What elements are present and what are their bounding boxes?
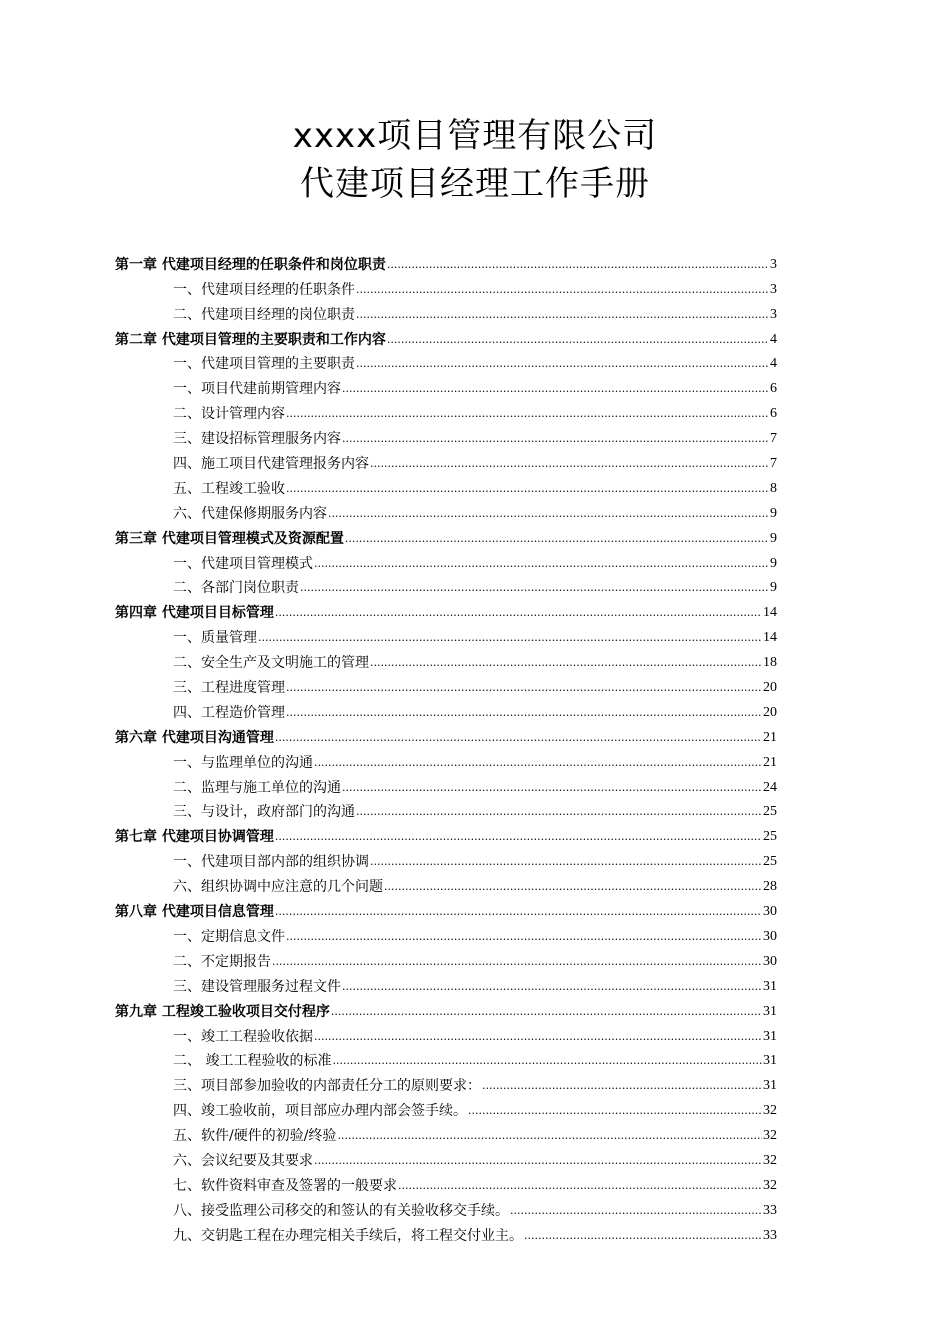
toc-entry-label: 五、工程竣工验收 — [173, 480, 285, 497]
toc-dot-leader — [286, 404, 769, 423]
toc-dot-leader — [272, 952, 762, 971]
toc-entry-label: 一、质量管理 — [173, 630, 257, 647]
toc-entry-label: 二、设计管理内容 — [173, 406, 285, 423]
toc-dot-leader — [387, 330, 769, 349]
toc-page-number: 24 — [763, 779, 777, 795]
toc-page-number: 7 — [770, 431, 777, 447]
toc-entry-label: 第四章 代建项目目标管理 — [115, 605, 274, 622]
toc-entry-label: 第二章 代建项目管理的主要职责和工作内容 — [115, 331, 386, 348]
toc-chapter-entry[interactable] — [115, 896, 777, 921]
toc-dot-leader — [524, 1226, 762, 1245]
toc-page-number: 33 — [763, 1227, 777, 1243]
toc-page-number: 25 — [763, 829, 777, 845]
toc-entry-label: 四、施工项目代建管理报务内容 — [173, 456, 369, 473]
toc-dot-leader — [337, 1126, 762, 1145]
toc-entry-label: 第三章 代建项目管理模式及资源配置 — [115, 530, 344, 547]
toc-page-number: 20 — [763, 704, 777, 720]
toc-page-number: 28 — [763, 879, 777, 895]
toc-section-entry[interactable] — [115, 647, 777, 672]
toc-page-number: 21 — [763, 729, 777, 745]
toc-section-entry[interactable] — [115, 423, 777, 448]
toc-entry-label: 第一章 代建项目经理的任职条件和岗位职责 — [115, 256, 386, 273]
toc-page-number: 33 — [763, 1202, 777, 1218]
toc-dot-leader — [384, 877, 762, 896]
toc-section-entry[interactable] — [115, 448, 777, 473]
toc-entry-label: 一、代建项目管理的主要职责 — [173, 356, 355, 373]
toc-entry-label: 七、软件资料审查及签署的一般要求 — [173, 1177, 397, 1194]
toc-dot-leader — [342, 778, 762, 797]
toc-page-number: 30 — [763, 953, 777, 969]
toc-dot-leader — [356, 305, 769, 324]
toc-section-entry[interactable] — [115, 672, 777, 697]
toc-page-number: 3 — [770, 281, 777, 297]
toc-section-entry[interactable] — [115, 573, 777, 598]
toc-dot-leader — [286, 678, 762, 697]
toc-section-entry[interactable] — [115, 797, 777, 822]
toc-dot-leader — [370, 852, 762, 871]
toc-page-number: 14 — [763, 630, 777, 646]
toc-entry-label: 四、工程造价管理 — [173, 704, 285, 721]
toc-section-entry[interactable] — [115, 772, 777, 797]
toc-page-number: 3 — [770, 306, 777, 322]
toc-page-number: 31 — [763, 1078, 777, 1094]
toc-dot-leader — [275, 827, 762, 846]
toc-dot-leader — [286, 703, 762, 722]
toc-section-entry[interactable] — [115, 747, 777, 772]
toc-section-entry[interactable] — [115, 846, 777, 871]
toc-entry-label: 六、代建保修期服务内容 — [173, 505, 327, 522]
toc-entry-label: 三、建设招标管理服务内容 — [173, 431, 341, 448]
toc-dot-leader — [356, 280, 769, 299]
toc-chapter-entry[interactable] — [115, 821, 777, 846]
toc-dot-leader — [398, 1176, 762, 1195]
toc-entry-label: 八、接受监理公司移交的和签认的有关验收移交手续。 — [173, 1202, 509, 1219]
toc-entry-label: 三、建设管理服务过程文件 — [173, 978, 341, 995]
toc-entry-label: 一、代建项目经理的任职条件 — [173, 281, 355, 298]
toc-entry-label: 一、代建项目管理模式 — [173, 555, 313, 572]
toc-entry-label: 五、软件/硬件的初验/终验 — [173, 1128, 337, 1145]
toc-entry-label: 二、安全生产及文明施工的管理 — [173, 655, 369, 672]
toc-entry-label: 三、项目部参加验收的内部责任分工的原则要求： — [173, 1078, 481, 1095]
toc-section-entry[interactable] — [115, 871, 777, 896]
toc-page-number: 9 — [770, 530, 777, 546]
toc-dot-leader — [314, 1151, 762, 1170]
toc-section-entry[interactable] — [115, 1170, 777, 1195]
toc-chapter-entry[interactable] — [115, 597, 777, 622]
toc-page-number: 20 — [763, 680, 777, 696]
toc-entry-label: 一、与监理单位的沟通 — [173, 754, 313, 771]
toc-dot-leader — [482, 1076, 762, 1095]
toc-page-number: 31 — [763, 1028, 777, 1044]
toc-entry-label: 一、项目代建前期管理内容 — [173, 381, 341, 398]
toc-page-number: 18 — [763, 655, 777, 671]
toc-dot-leader — [331, 1002, 762, 1021]
toc-dot-leader — [275, 902, 762, 921]
toc-dot-leader — [342, 977, 762, 996]
toc-dot-leader — [286, 479, 769, 498]
manual-title: 代建项目经理工作手册 — [300, 164, 650, 204]
toc-section-entry[interactable] — [115, 921, 777, 946]
toc-entry-label: 第六章 代建项目沟通管理 — [115, 729, 274, 746]
toc-entry-label: 第九章 工程竣工验收项目交付程序 — [115, 1003, 330, 1020]
toc-chapter-entry[interactable] — [115, 722, 777, 747]
toc-section-entry[interactable] — [115, 1195, 777, 1220]
toc-page-number: 3 — [770, 256, 777, 272]
toc-dot-leader — [370, 454, 769, 473]
toc-chapter-entry[interactable] — [115, 996, 777, 1021]
company-name: xxxx项目管理有限公司 — [292, 116, 658, 156]
toc-section-entry[interactable] — [115, 1120, 777, 1145]
toc-entry-label: 二、代建项目经理的岗位职责 — [173, 306, 355, 323]
toc-entry-label: 四、竣工验收前，项目部应办理内部会签手续。 — [173, 1103, 467, 1120]
toc-page-number: 25 — [763, 854, 777, 870]
table-of-contents — [115, 249, 777, 1245]
toc-page-number: 21 — [763, 754, 777, 770]
toc-dot-leader — [387, 255, 769, 274]
toc-dot-leader — [342, 379, 769, 398]
toc-section-entry[interactable] — [115, 473, 777, 498]
toc-dot-leader — [275, 603, 762, 622]
toc-entry-label: 一、竣工工程验收依据 — [173, 1028, 313, 1045]
toc-section-entry[interactable] — [115, 1046, 777, 1071]
toc-page-number: 7 — [770, 456, 777, 472]
toc-page-number: 9 — [770, 505, 777, 521]
toc-page-number: 14 — [763, 605, 777, 621]
toc-entry-label: 三、工程进度管理 — [173, 680, 285, 697]
toc-page-number: 6 — [770, 381, 777, 397]
toc-dot-leader — [345, 529, 769, 548]
toc-section-entry[interactable] — [115, 498, 777, 523]
toc-page-number: 32 — [763, 1128, 777, 1144]
toc-entry-label: 九、交钥匙工程在办理完相关手续后，将工程交付业主。 — [173, 1227, 523, 1244]
toc-page-number: 9 — [770, 580, 777, 596]
toc-section-entry[interactable] — [115, 274, 777, 299]
toc-entry-label: 一、代建项目部内部的组织协调 — [173, 854, 369, 871]
toc-section-entry[interactable] — [115, 1095, 777, 1120]
toc-section-entry[interactable] — [115, 299, 777, 324]
toc-dot-leader — [286, 927, 762, 946]
toc-section-entry[interactable] — [115, 349, 777, 374]
toc-page-number: 30 — [763, 928, 777, 944]
toc-page-number: 32 — [763, 1103, 777, 1119]
toc-section-entry[interactable] — [115, 622, 777, 647]
toc-chapter-entry[interactable] — [115, 324, 777, 349]
toc-dot-leader — [314, 1027, 762, 1046]
toc-page-number: 8 — [770, 480, 777, 496]
toc-page-number: 9 — [770, 555, 777, 571]
toc-chapter-entry[interactable] — [115, 523, 777, 548]
toc-page-number: 31 — [763, 1003, 777, 1019]
toc-dot-leader — [314, 554, 769, 573]
toc-entry-label: 二、监理与施工单位的沟通 — [173, 779, 341, 796]
toc-entry-label: 三、与设计，政府部门的沟通 — [173, 804, 355, 821]
toc-entry-label: 六、组织协调中应注意的几个问题 — [173, 879, 383, 896]
toc-entry-label: 二、不定期报告 — [173, 953, 271, 970]
toc-section-entry[interactable] — [115, 398, 777, 423]
toc-dot-leader — [356, 802, 762, 821]
toc-page-number: 30 — [763, 904, 777, 920]
toc-entry-label: 第七章 代建项目协调管理 — [115, 829, 274, 846]
toc-page-number: 25 — [763, 804, 777, 820]
toc-dot-leader — [314, 753, 762, 772]
toc-page-number: 4 — [770, 331, 777, 347]
document-title — [0, 112, 950, 208]
toc-entry-label: 六、会议纪要及其要求 — [173, 1152, 313, 1169]
toc-dot-leader — [332, 1051, 762, 1070]
toc-section-entry[interactable] — [115, 971, 777, 996]
toc-entry-label: 二、 竣工工程验收的标准 — [173, 1053, 332, 1070]
toc-section-entry[interactable] — [115, 373, 777, 398]
toc-section-entry[interactable] — [115, 1220, 777, 1245]
toc-dot-leader — [328, 504, 769, 523]
toc-page-number: 32 — [763, 1152, 777, 1168]
toc-chapter-entry[interactable] — [115, 249, 777, 274]
toc-page-number: 6 — [770, 406, 777, 422]
toc-page-number: 31 — [763, 978, 777, 994]
toc-dot-leader — [356, 354, 769, 373]
toc-dot-leader — [342, 429, 769, 448]
toc-section-entry[interactable] — [115, 1145, 777, 1170]
toc-section-entry[interactable] — [115, 946, 777, 971]
toc-section-entry[interactable] — [115, 548, 777, 573]
toc-entry-label: 二、各部门岗位职责 — [173, 580, 299, 597]
toc-section-entry[interactable] — [115, 697, 777, 722]
toc-page-number: 4 — [770, 356, 777, 372]
toc-dot-leader — [510, 1201, 762, 1220]
toc-dot-leader — [370, 653, 762, 672]
toc-dot-leader — [258, 628, 762, 647]
toc-section-entry[interactable] — [115, 1021, 777, 1046]
toc-dot-leader — [468, 1101, 762, 1120]
toc-entry-label: 一、定期信息文件 — [173, 928, 285, 945]
toc-page-number: 31 — [763, 1053, 777, 1069]
toc-dot-leader — [300, 578, 769, 597]
toc-entry-label: 第八章 代建项目信息管理 — [115, 904, 274, 921]
toc-dot-leader — [275, 728, 762, 747]
toc-page-number: 32 — [763, 1177, 777, 1193]
toc-section-entry[interactable] — [115, 1070, 777, 1095]
